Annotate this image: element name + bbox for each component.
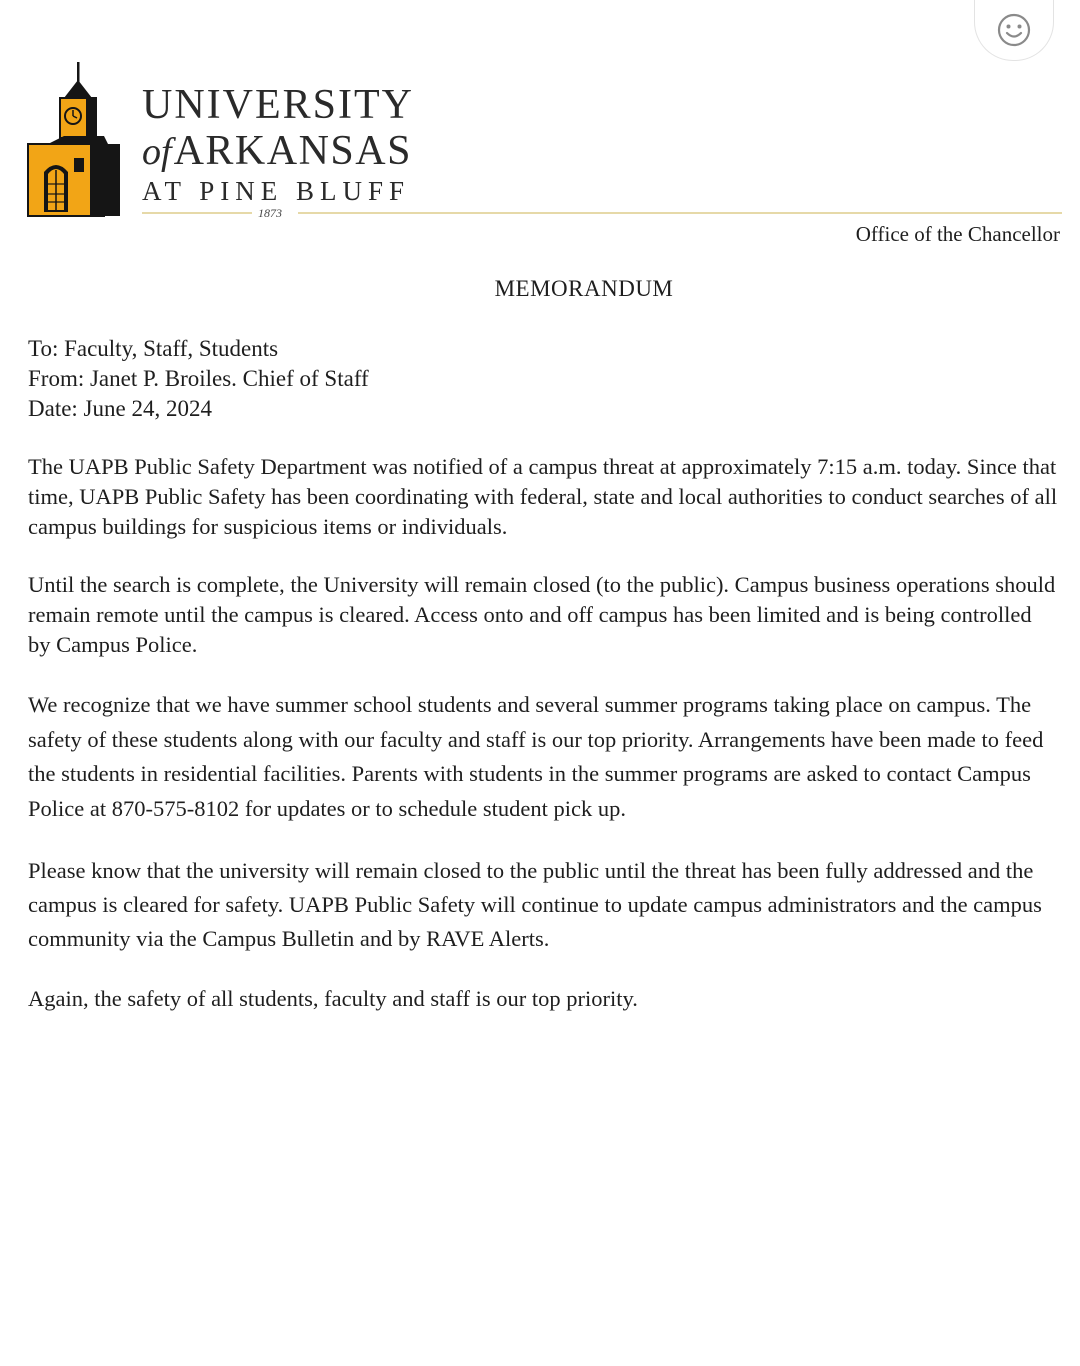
reaction-button[interactable] — [974, 0, 1054, 61]
memo-body — [28, 452, 1058, 1042]
memo-paragraph: We recognize that we have summer school students and several summer programs taking place on campus. The safety of these students along with our faculty and staff is our top priority. Arrangements have been made to feed the students in residential facilities. Parents with students in the summer programs are asked to contact Campus Police at 870-575-8102 for updates or to schedule student pick up. — [28, 692, 1044, 821]
university-name-line3: AT PINE BLUFF — [142, 176, 411, 206]
memo-paragraph: Until the search is complete, the University will remain closed (to the public). Campus business operations should remain remote until the campus is cleared. Access onto and off campus has been limited and is being controlled by Campus Police. — [28, 572, 1056, 657]
letterhead-rule-right — [298, 212, 1062, 214]
smiley-face-icon — [996, 12, 1032, 48]
memo-title: MEMORANDUM — [494, 276, 674, 301]
memo-date: Date: June 24, 2024 — [28, 396, 212, 421]
university-name-line1: UNIVERSITY — [142, 82, 414, 128]
clock-tower-logo-icon — [24, 62, 128, 218]
university-name-arkansas: ARKANSAS — [173, 128, 412, 174]
university-name-of: of — [142, 131, 172, 173]
founded-year: 1873 — [258, 206, 282, 220]
memo-paragraph: Again, the safety of all students, faculty and staff is our top priority. — [28, 986, 638, 1011]
memo-paragraph: Please know that the university will remain closed to the public until the threat has been fully addressed and the campus is cleared for safety. UAPB Public Safety will continue to update campus administrators and the campus community via the Campus Bulletin and by RAVE Alerts. — [28, 858, 1042, 951]
memo-from: From: Janet P. Broiles. Chief of Staff — [28, 366, 369, 391]
memo-header — [28, 334, 369, 424]
letterhead — [24, 62, 1064, 232]
university-name-line2 — [142, 130, 412, 172]
office-of-chancellor: Office of the Chancellor — [855, 222, 1060, 246]
memo-to: To: Faculty, Staff, Students — [28, 336, 279, 361]
letterhead-rule-left — [142, 212, 252, 214]
memo-paragraph: The UAPB Public Safety Department was notified of a campus threat at approximately 7:15 a.m. today. Since that time, UAPB Public Safety has been coordinating with federal, state and local authorities to conduct searches of all campus buildings for suspicious items or individuals. — [28, 454, 1058, 539]
